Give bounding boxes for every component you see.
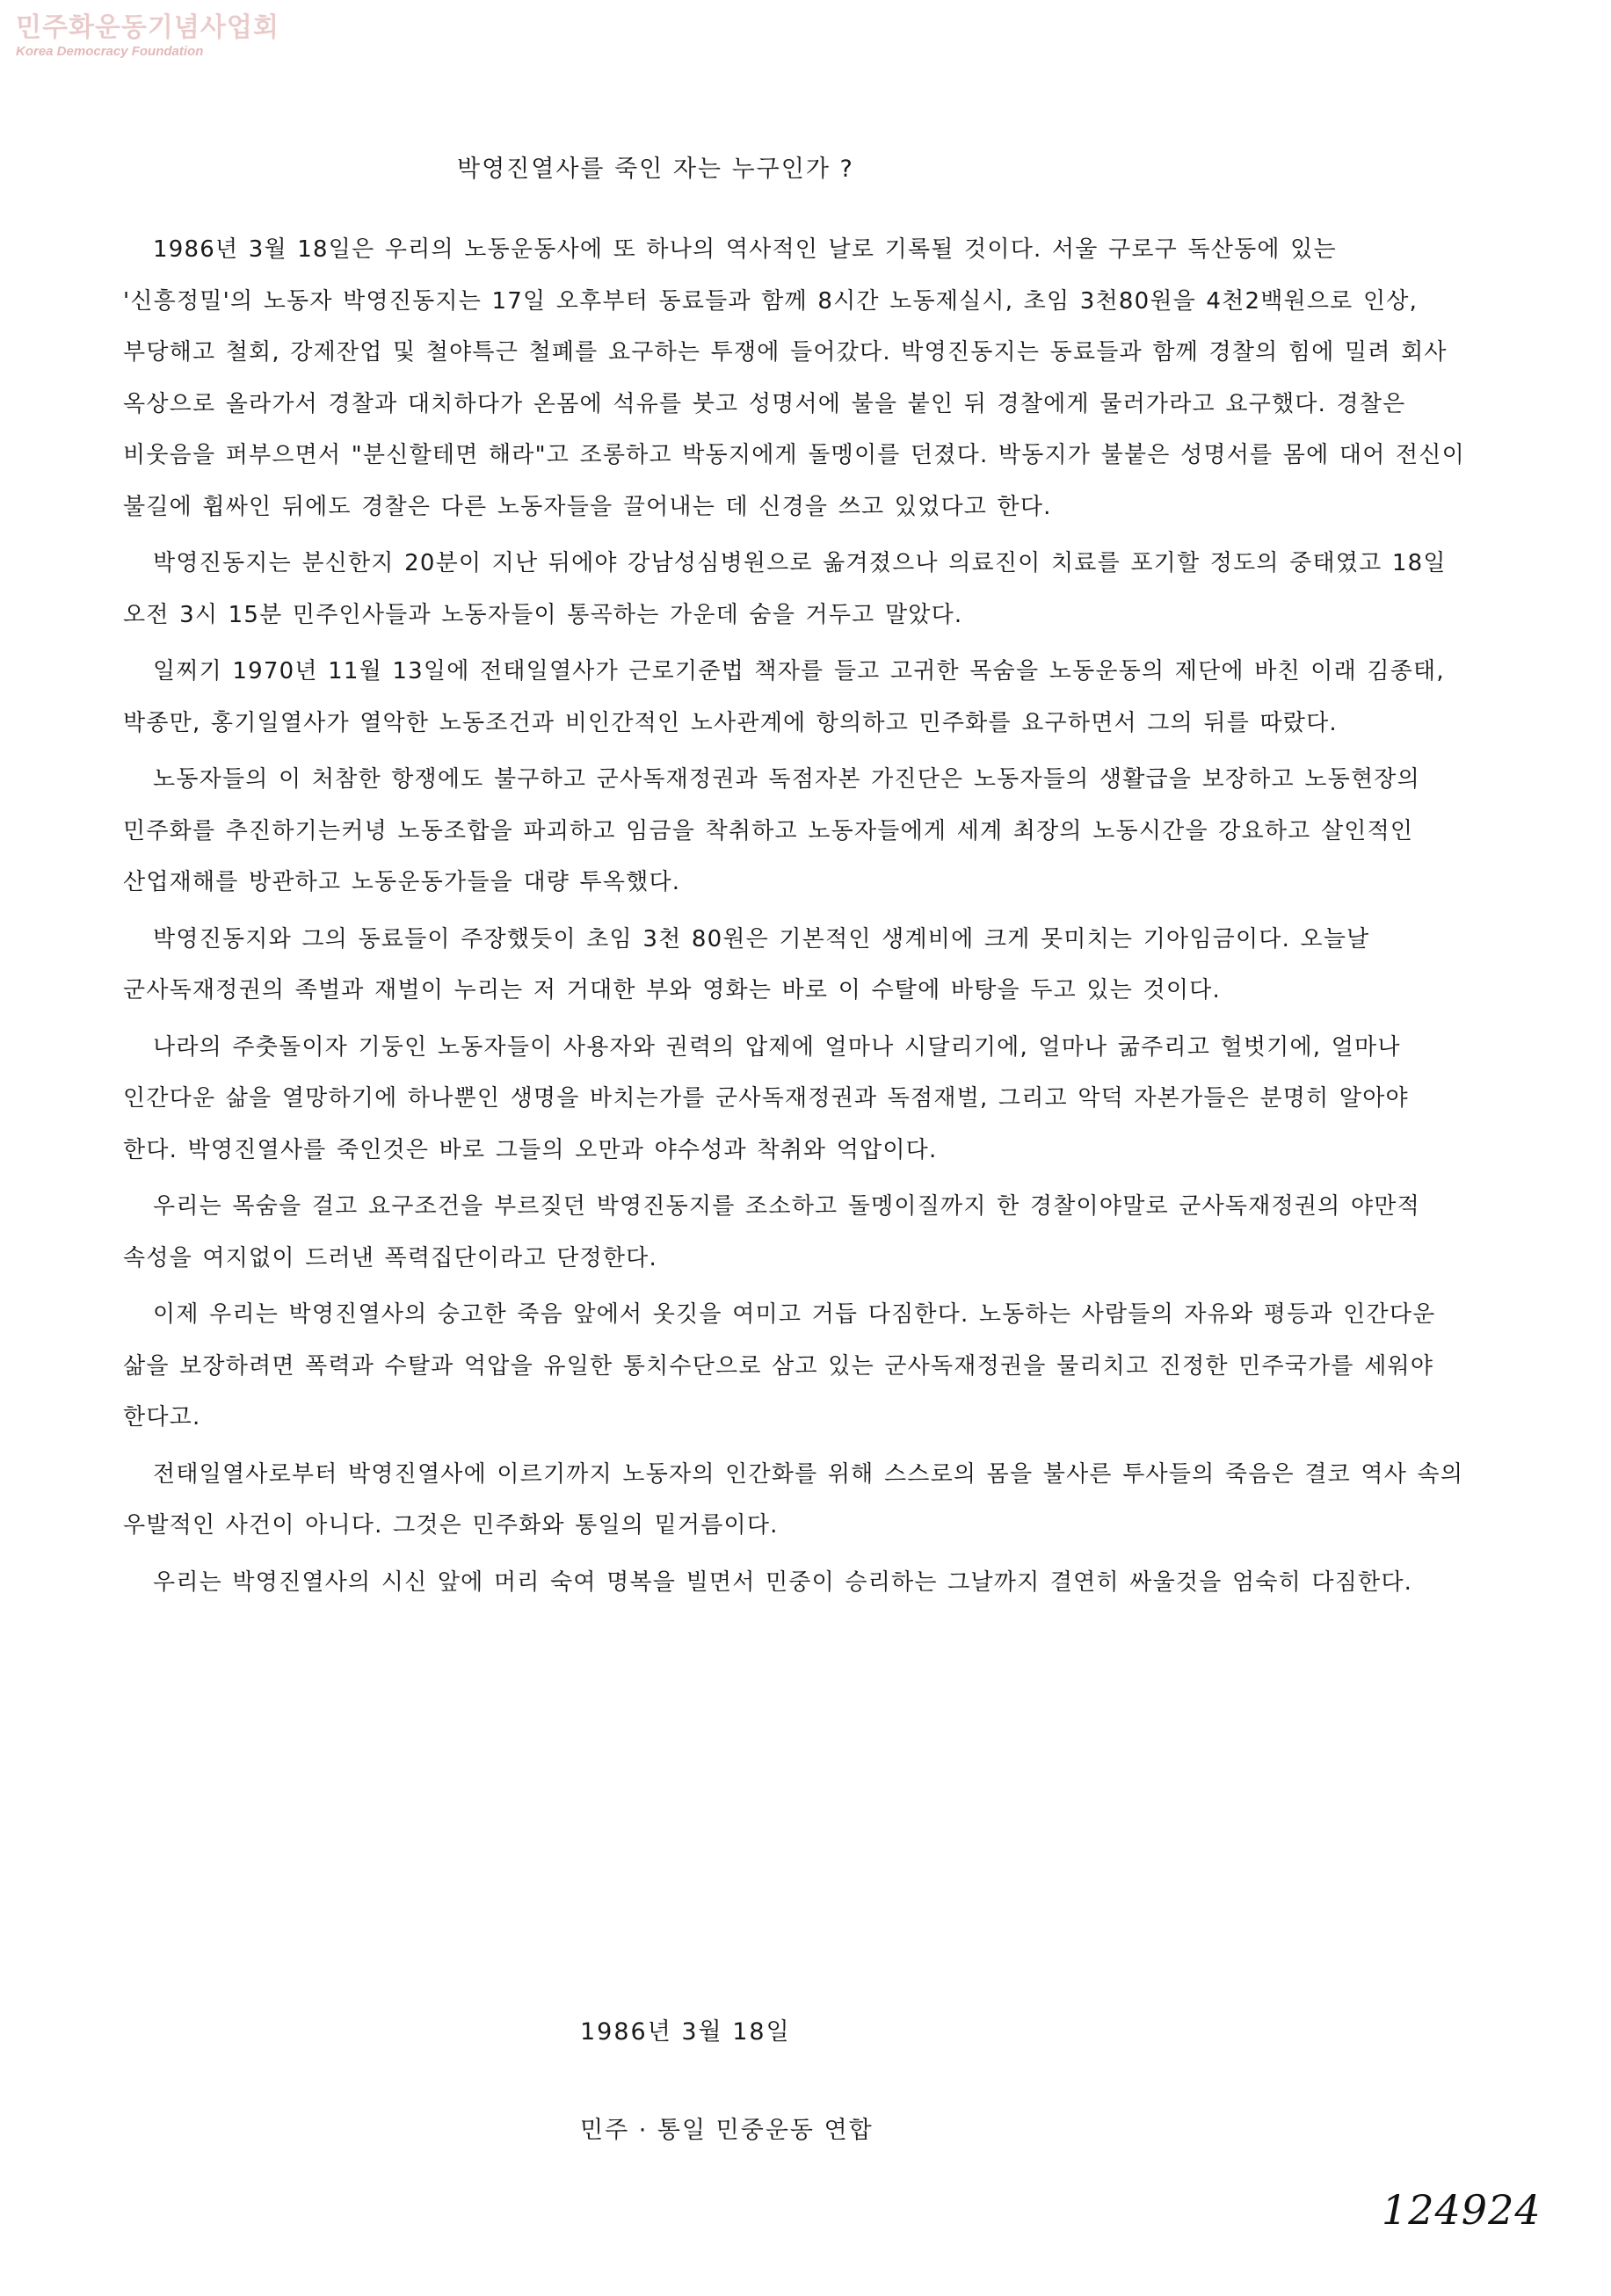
document-date: 1986년 3월 18일 [580, 2018, 791, 2046]
paragraph: 박영진동지와 그의 동료들이 주장했듯이 초임 3천 80원은 기본적인 생계비에 크게 못미치는 기아임금이다. 오늘날 군사독재정권의 족벌과 재벌이 누리는 저 거대한 부와 영화는 바로 이 수탈에 바탕을 두고 있는 것이다. [123, 925, 1370, 1003]
watermark-logo [16, 12, 279, 60]
archive-number: 124924 [1382, 2186, 1542, 2234]
watermark-korean-text: 민주화운동기념사업회 [16, 12, 279, 43]
issuing-organization: 민주 · 통일 민중운동 연합 [580, 2117, 874, 2144]
document-title: 박영진열사를 죽인 자는 누구인가 ? [457, 156, 854, 183]
paragraph: 전태일열사로부터 박영진열사에 이르기까지 노동자의 인간화를 위해 스스로의 몸을 불사른 투사들의 죽음은 결코 역사 속의 우발적인 사건이 아니다. 그것은 민주화와 통일의 밑거름이다. [123, 1460, 1464, 1539]
paragraph: 노동자들의 이 처참한 항쟁에도 불구하고 군사독재정권과 독점자본 가진단은 노동자들의 생활급을 보장하고 노동현장의 민주화를 추진하기는커녕 노동조합을 파괴하고 임금을 착취하고 노동자들에게 세계 최장의 노동시간을 강요하고 살인적인 산업재해를 방관하고 노동운동가들을 대량 투옥했다. [123, 766, 1420, 895]
paragraph: 우리는 목숨을 걸고 요구조건을 부르짖던 박영진동지를 조소하고 돌멩이질까지 한 경찰이야말로 군사독재정권의 야만적 속성을 여지없이 드러낸 폭력집단이라고 단정한다. [123, 1193, 1420, 1271]
paragraph: 박영진동지는 분신한지 20분이 지난 뒤에야 강남성심병원으로 옮겨졌으나 의료진이 치료를 포기할 정도의 중태였고 18일 오전 3시 15분 민주인사들과 노동자들이 통곡하는 가운데 숨을 거두고 말았다. [123, 550, 1447, 628]
paragraph: 이제 우리는 박영진열사의 숭고한 죽음 앞에서 옷깃을 여미고 거듭 다짐한다. 노동하는 사람들의 자유와 평등과 인간다운 삶을 보장하려면 폭력과 수탈과 억압을 유일한 통치수단으로 삼고 있는 군사독재정권을 물리치고 진정한 민주국가를 세워야 한다고. [123, 1301, 1436, 1430]
watermark-english-text: Korea Democracy Foundation [16, 44, 204, 59]
paragraph: 1986년 3월 18일은 우리의 노동운동사에 또 하나의 역사적인 날로 기록될 것이다. 서울 구로구 독산동에 있는 '신흥정밀'의 노동자 박영진동지는 17일 오후부터 동료들과 함께 8시간 노동제실시, 초임 3천80원을 4천2백원으로 인상, 부당해고 철회, 강제잔업 및 철야특근 철폐를 요구하는 투쟁에 들어갔다. 박영진동지는 동료들과 함께 경찰의 힘에 밀려 회사 옥상으로 올라가서 경찰과 대치하다가 온몸에 석유를 붓고 성명서에 불을 붙인 뒤 경찰에게 물러가라고 요구했다. 경찰은 비웃음을 퍼부으면서 "분신할테면 해라"고 조롱하고 박동지에게 돌멩이를 던졌다. 박동지가 불붙은 성명서를 몸에 대어 전신이 불길에 휩싸인 뒤에도 경찰은 다른 노동자들을 끌어내는 데 신경을 쓰고 있었다고 한다. [123, 236, 1465, 520]
paragraph: 일찌기 1970년 11월 13일에 전태일열사가 근로기준법 책자를 들고 고귀한 목숨을 노동운동의 제단에 바친 이래 김종태, 박종만, 홍기일열사가 열악한 노동조건과 비인간적인 노사관계에 항의하고 민주화를 요구하면서 그의 뒤를 따랐다. [123, 658, 1445, 736]
paragraph: 나라의 주춧돌이자 기둥인 노동자들이 사용자와 권력의 압제에 얼마나 시달리기에, 얼마나 굶주리고 헐벗기에, 얼마나 인간다운 삶을 열망하기에 하나뿐인 생명을 바치는가를 군사독재정권과 독점재벌, 그리고 악덕 자본가들은 분명히 알아야 한다. 박영진열사를 죽인것은 바로 그들의 오만과 야수성과 착취와 억압이다. [123, 1033, 1409, 1163]
document-body [123, 224, 1468, 1613]
paragraph: 우리는 박영진열사의 시신 앞에 머리 숙여 명복을 빌면서 민중이 승리하는 그날까지 결연히 싸울것을 엄숙히 다짐한다. [153, 1568, 1413, 1596]
